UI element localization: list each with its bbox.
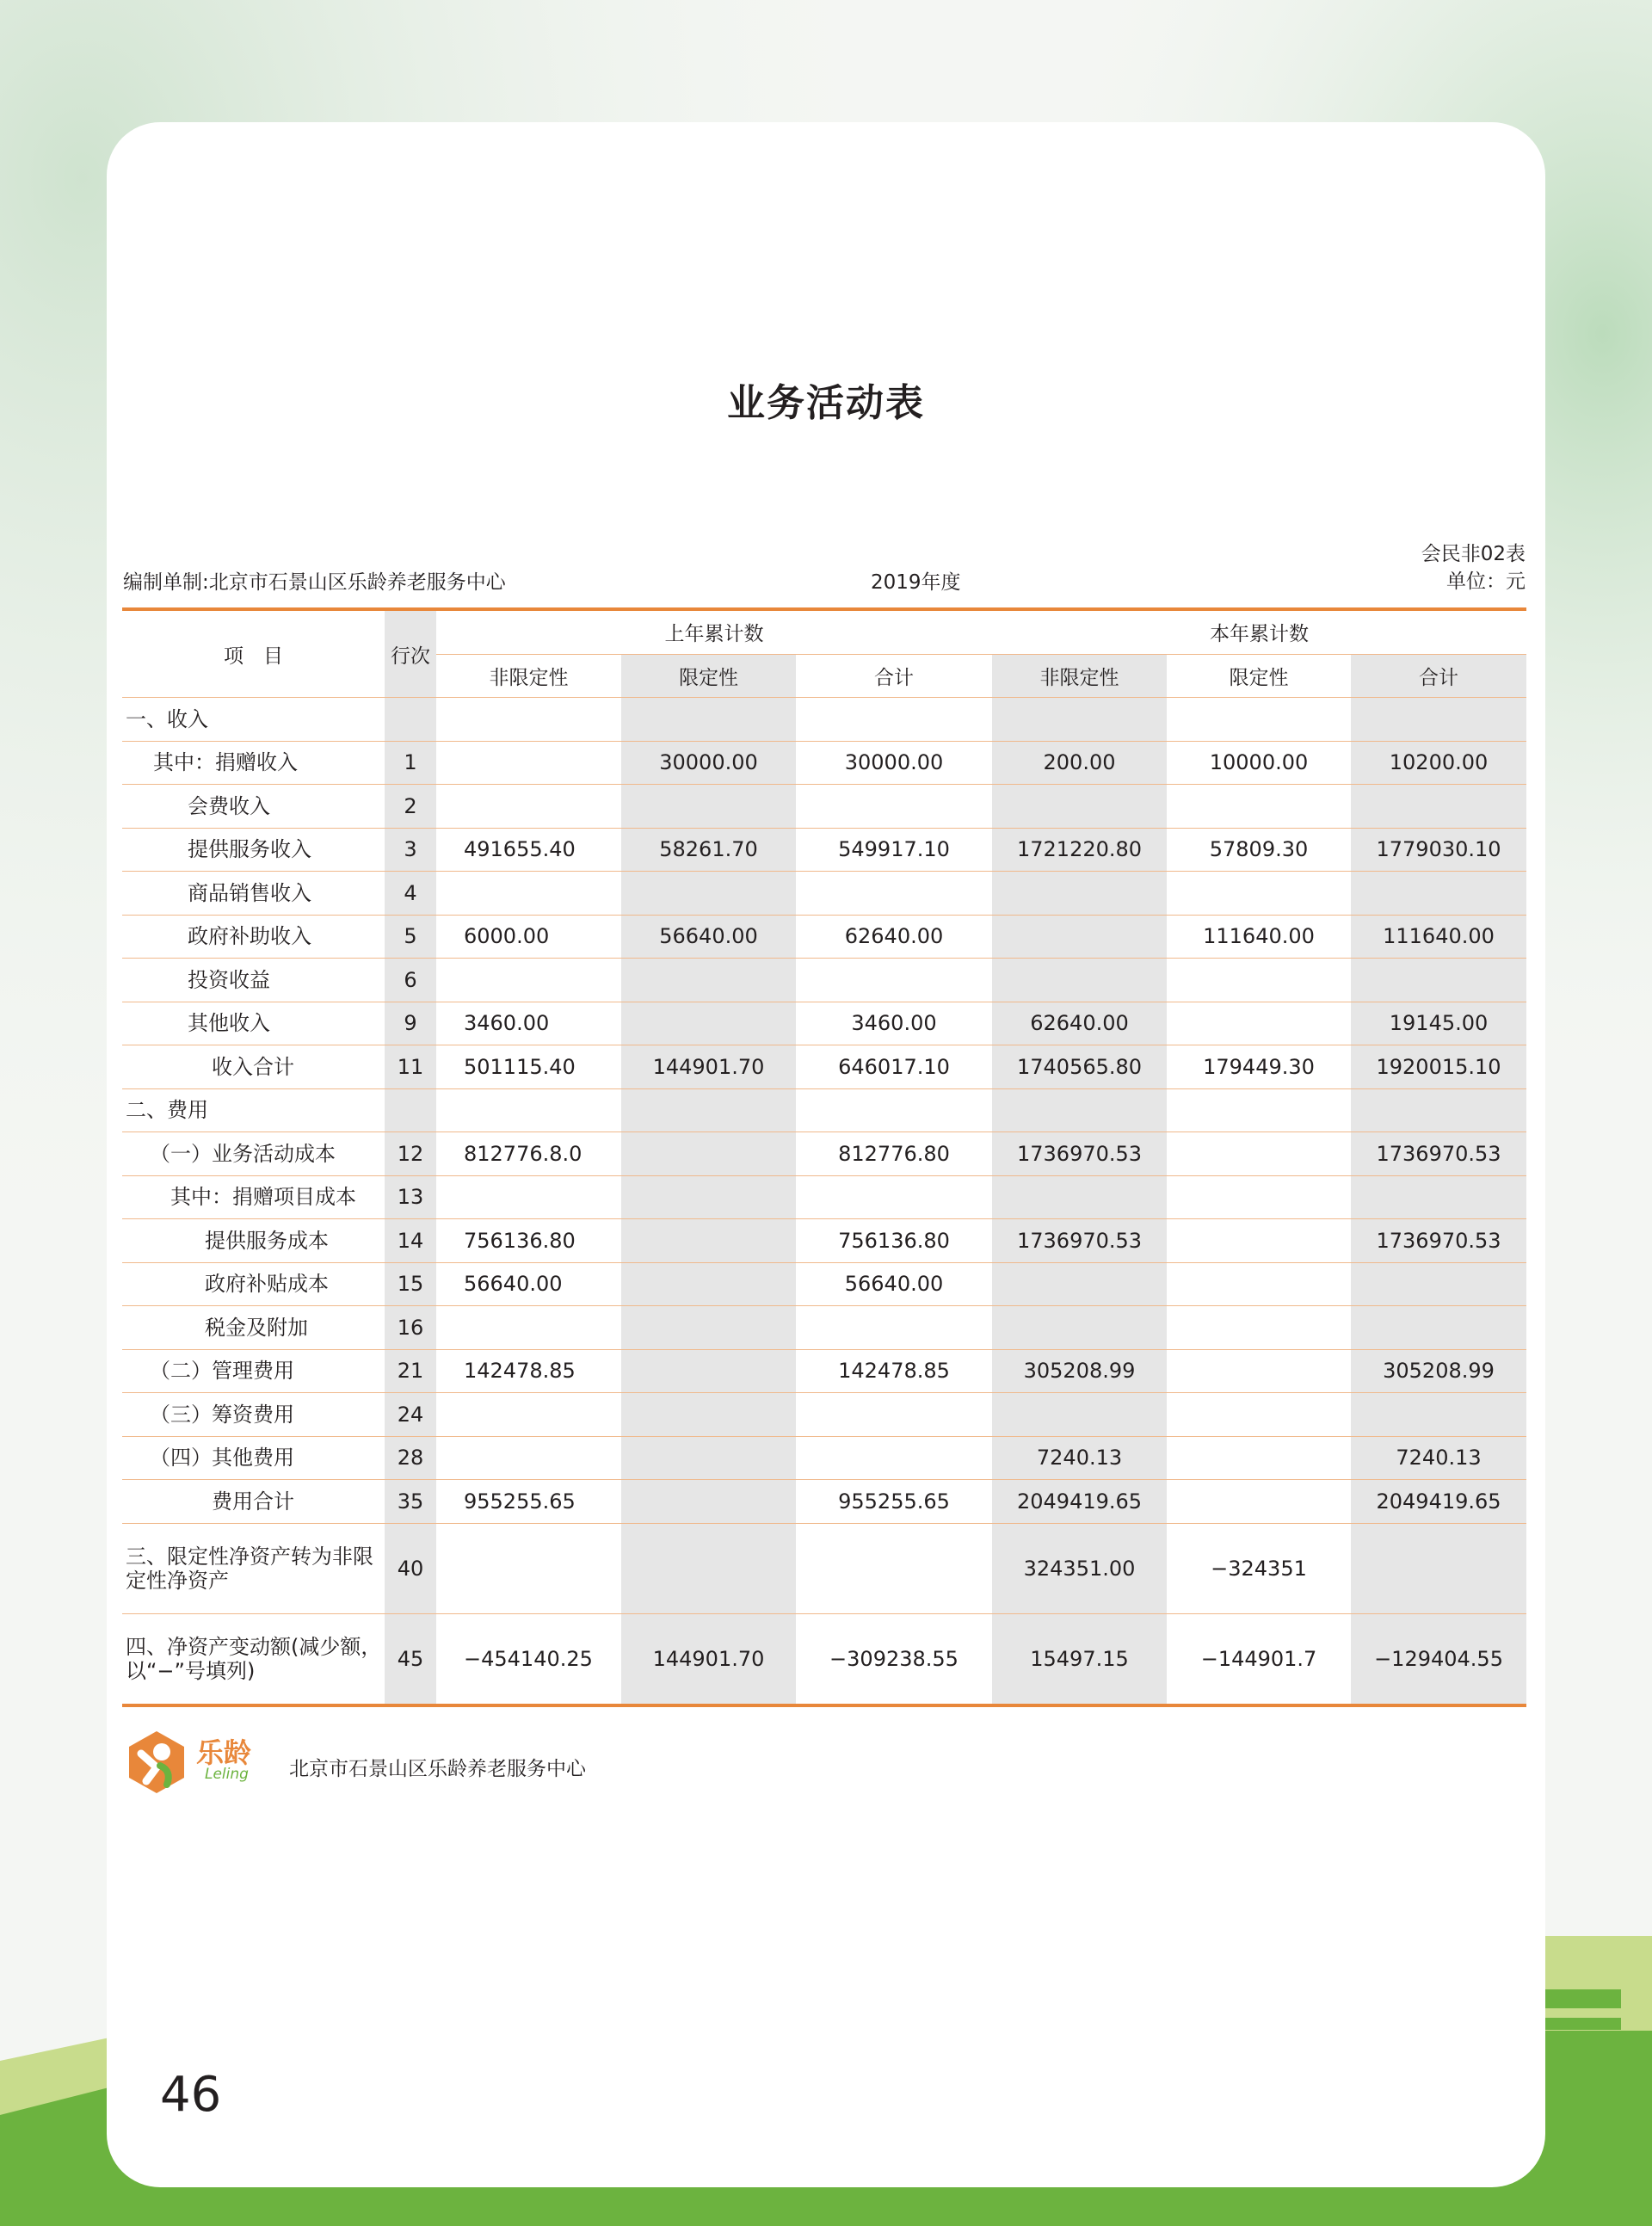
table-row (122, 1045, 1526, 1089)
row-value-cell (1167, 1349, 1351, 1393)
table-row (122, 1393, 1526, 1437)
table-row (122, 1175, 1526, 1219)
row-value-cell: 1736970.53 (992, 1132, 1167, 1176)
row-value-cell (621, 1306, 796, 1350)
row-value-cell (1351, 1262, 1526, 1306)
row-item-label: 其他收入 (122, 1002, 385, 1045)
col-header-curr-year: 本年累计数 (992, 609, 1526, 654)
table-row (122, 1523, 1526, 1613)
row-value-cell (1351, 1306, 1526, 1350)
row-value-cell (992, 1088, 1167, 1132)
col-header-line-no: 行次 (385, 609, 436, 698)
row-line-no: 21 (385, 1349, 436, 1393)
roof-block (1540, 2018, 1621, 2030)
table-row (122, 915, 1526, 959)
row-value-cell (1351, 698, 1526, 742)
row-value-cell (796, 1088, 992, 1132)
row-value-cell: 15497.15 (992, 1613, 1167, 1705)
row-item-label: 税金及附加 (122, 1306, 385, 1350)
row-value-cell: 57809.30 (1167, 828, 1351, 872)
row-value-cell (992, 915, 1167, 959)
row-value-cell (1167, 1262, 1351, 1306)
table-row (122, 1002, 1526, 1045)
table-row (122, 698, 1526, 742)
row-value-cell (621, 1523, 796, 1613)
row-item-label: 三、限定性净资产转为非限定性净资产 (122, 1523, 385, 1613)
row-value-cell: 10200.00 (1351, 741, 1526, 785)
row-value-cell (796, 785, 992, 829)
row-value-cell: 56640.00 (796, 1262, 992, 1306)
row-value-cell (436, 1523, 621, 1613)
row-value-cell (436, 1393, 621, 1437)
preparer-org: 编制单制:北京市石景山区乐龄养老服务中心 (123, 571, 506, 594)
page-title: 业务活动表 (727, 381, 925, 425)
row-item-label: 政府补助收入 (122, 915, 385, 959)
row-line-no: 1 (385, 741, 436, 785)
row-item-label: （三）筹资费用 (122, 1393, 385, 1437)
row-value-cell: 305208.99 (992, 1349, 1167, 1393)
row-value-cell (1167, 1480, 1351, 1524)
row-value-cell: −129404.55 (1351, 1613, 1526, 1705)
report-period: 2019年度 (871, 571, 961, 594)
row-value-cell: 491655.40 (436, 828, 621, 872)
row-line-no (385, 1088, 436, 1132)
row-value-cell: 1721220.80 (992, 828, 1167, 872)
row-value-cell (621, 1436, 796, 1480)
brand-name-cn: 乐龄 (196, 1736, 252, 1769)
table-row (122, 828, 1526, 872)
row-value-cell (1351, 872, 1526, 916)
row-value-cell (1167, 698, 1351, 742)
table-row (122, 1613, 1526, 1705)
row-value-cell: 62640.00 (796, 915, 992, 959)
row-value-cell (796, 1436, 992, 1480)
row-line-no: 3 (385, 828, 436, 872)
row-line-no: 35 (385, 1480, 436, 1524)
col-header-sub: 限定性 (1167, 654, 1351, 698)
row-value-cell (992, 1262, 1167, 1306)
row-line-no: 16 (385, 1306, 436, 1350)
row-value-cell (436, 872, 621, 916)
row-value-cell (1167, 959, 1351, 1002)
row-value-cell (621, 1219, 796, 1263)
col-header-sub: 非限定性 (436, 654, 621, 698)
row-value-cell (621, 872, 796, 916)
row-value-cell: 2049419.65 (1351, 1480, 1526, 1524)
table-row (122, 1132, 1526, 1176)
col-header-item: 项 目 (122, 609, 385, 698)
row-line-no: 9 (385, 1002, 436, 1045)
row-value-cell (796, 698, 992, 742)
row-item-label: 提供服务收入 (122, 828, 385, 872)
row-value-cell (1167, 1002, 1351, 1045)
row-item-label: 政府补贴成本 (122, 1262, 385, 1306)
row-value-cell (992, 698, 1167, 742)
row-value-cell (621, 1175, 796, 1219)
row-value-cell: 111640.00 (1167, 915, 1351, 959)
row-line-no: 2 (385, 785, 436, 829)
row-value-cell (436, 698, 621, 742)
table-row (122, 1306, 1526, 1350)
row-value-cell (992, 1175, 1167, 1219)
row-line-no: 24 (385, 1393, 436, 1437)
row-value-cell (621, 698, 796, 742)
row-line-no: 11 (385, 1045, 436, 1089)
row-value-cell: 10000.00 (1167, 741, 1351, 785)
row-value-cell (621, 785, 796, 829)
roof-block (1540, 1989, 1621, 2008)
form-number: 会民非02表 (1421, 543, 1526, 565)
row-item-label: 会费收入 (122, 785, 385, 829)
col-header-sub: 非限定性 (992, 654, 1167, 698)
row-item-label: 一、收入 (122, 698, 385, 742)
form-info (1421, 540, 1526, 595)
row-value-cell: 7240.13 (992, 1436, 1167, 1480)
row-value-cell: 19145.00 (1351, 1002, 1526, 1045)
row-value-cell (796, 1393, 992, 1437)
row-value-cell (1167, 1219, 1351, 1263)
row-value-cell: −324351 (1167, 1523, 1351, 1613)
activity-statement-table (122, 607, 1526, 1707)
row-line-no: 15 (385, 1262, 436, 1306)
row-value-cell: 144901.70 (621, 1045, 796, 1089)
row-value-cell: 3460.00 (796, 1002, 992, 1045)
row-value-cell (621, 1393, 796, 1437)
row-value-cell (992, 1393, 1167, 1437)
row-value-cell (436, 1436, 621, 1480)
row-value-cell: 955255.65 (796, 1480, 992, 1524)
row-value-cell (436, 1306, 621, 1350)
row-value-cell: 179449.30 (1167, 1045, 1351, 1089)
row-item-label: （四）其他费用 (122, 1436, 385, 1480)
row-value-cell (1351, 959, 1526, 1002)
row-value-cell (1167, 1132, 1351, 1176)
col-header-prev-year: 上年累计数 (436, 609, 992, 654)
row-value-cell: 1920015.10 (1351, 1045, 1526, 1089)
row-value-cell (436, 741, 621, 785)
row-line-no: 12 (385, 1132, 436, 1176)
row-item-label: 提供服务成本 (122, 1219, 385, 1263)
row-value-cell (992, 1306, 1167, 1350)
row-value-cell (796, 959, 992, 1002)
row-value-cell (1351, 1523, 1526, 1613)
col-header-sub: 合计 (796, 654, 992, 698)
row-value-cell (621, 959, 796, 1002)
row-value-cell: 30000.00 (621, 741, 796, 785)
table-row (122, 1088, 1526, 1132)
row-line-no: 45 (385, 1613, 436, 1705)
row-line-no: 5 (385, 915, 436, 959)
row-value-cell (621, 1002, 796, 1045)
col-header-sub: 合计 (1351, 654, 1526, 698)
page-number: 46 (160, 2067, 222, 2123)
table-row (122, 1480, 1526, 1524)
row-value-cell: 756136.80 (436, 1219, 621, 1263)
table-row (122, 1262, 1526, 1306)
row-value-cell: 756136.80 (796, 1219, 992, 1263)
row-item-label: 投资收益 (122, 959, 385, 1002)
row-line-no: 28 (385, 1436, 436, 1480)
row-line-no: 14 (385, 1219, 436, 1263)
col-header-sub: 限定性 (621, 654, 796, 698)
row-item-label: 二、费用 (122, 1088, 385, 1132)
table-row (122, 872, 1526, 916)
row-value-cell (621, 1262, 796, 1306)
row-item-label: （二）管理费用 (122, 1349, 385, 1393)
row-item-label: 商品销售收入 (122, 872, 385, 916)
currency-unit: 单位：元 (1446, 570, 1526, 593)
row-value-cell (621, 1349, 796, 1393)
row-value-cell (1167, 1088, 1351, 1132)
row-value-cell (1167, 872, 1351, 916)
row-item-label: 费用合计 (122, 1480, 385, 1524)
table-row (122, 1436, 1526, 1480)
row-value-cell: 142478.85 (436, 1349, 621, 1393)
row-value-cell (1167, 1306, 1351, 1350)
row-value-cell: 549917.10 (796, 828, 992, 872)
row-value-cell (796, 1306, 992, 1350)
row-value-cell (436, 785, 621, 829)
row-value-cell (436, 959, 621, 1002)
table-row (122, 785, 1526, 829)
row-line-no: 13 (385, 1175, 436, 1219)
row-value-cell (992, 872, 1167, 916)
row-value-cell: 3460.00 (436, 1002, 621, 1045)
row-value-cell (436, 1088, 621, 1132)
row-value-cell (436, 1175, 621, 1219)
row-value-cell: 6000.00 (436, 915, 621, 959)
row-value-cell (992, 959, 1167, 1002)
row-line-no (385, 698, 436, 742)
row-value-cell: 501115.40 (436, 1045, 621, 1089)
row-value-cell (992, 785, 1167, 829)
row-value-cell: 7240.13 (1351, 1436, 1526, 1480)
row-item-label: 收入合计 (122, 1045, 385, 1089)
row-value-cell (1351, 1175, 1526, 1219)
row-value-cell: 56640.00 (436, 1262, 621, 1306)
row-value-cell (796, 1175, 992, 1219)
row-value-cell: −144901.7 (1167, 1613, 1351, 1705)
row-value-cell (621, 1132, 796, 1176)
leling-logo-icon (122, 1728, 191, 1797)
row-value-cell (1167, 1436, 1351, 1480)
row-item-label: 四、净资产变动额(减少额，以“−”号填列) (122, 1613, 385, 1705)
row-value-cell (1351, 1088, 1526, 1132)
row-value-cell: 812776.8.0 (436, 1132, 621, 1176)
row-value-cell: 646017.10 (796, 1045, 992, 1089)
footer-org-name: 北京市石景山区乐龄养老服务中心 (289, 1758, 586, 1780)
row-value-cell: 30000.00 (796, 741, 992, 785)
row-value-cell: 1736970.53 (992, 1219, 1167, 1263)
row-value-cell: 305208.99 (1351, 1349, 1526, 1393)
row-value-cell (1167, 785, 1351, 829)
brand-name-en: Leling (205, 1766, 249, 1783)
row-value-cell: −309238.55 (796, 1613, 992, 1705)
row-value-cell: −454140.25 (436, 1613, 621, 1705)
row-value-cell (621, 1480, 796, 1524)
row-value-cell (621, 1088, 796, 1132)
chevron-left-icon (1308, 2069, 1480, 2130)
row-value-cell (1351, 1393, 1526, 1437)
row-value-cell: 144901.70 (621, 1613, 796, 1705)
row-line-no: 4 (385, 872, 436, 916)
row-item-label: （一）业务活动成本 (122, 1132, 385, 1176)
table-row (122, 959, 1526, 1002)
row-value-cell: 1779030.10 (1351, 828, 1526, 872)
table-row (122, 1219, 1526, 1263)
header-row-top (122, 609, 1526, 654)
row-value-cell: 1736970.53 (1351, 1132, 1526, 1176)
row-value-cell: 955255.65 (436, 1480, 621, 1524)
row-value-cell: 58261.70 (621, 828, 796, 872)
row-value-cell: 56640.00 (621, 915, 796, 959)
row-item-label: 其中：捐赠项目成本 (122, 1175, 385, 1219)
row-value-cell: 2049419.65 (992, 1480, 1167, 1524)
row-value-cell: 1736970.53 (1351, 1219, 1526, 1263)
table-row (122, 1349, 1526, 1393)
row-value-cell: 812776.80 (796, 1132, 992, 1176)
row-line-no: 6 (385, 959, 436, 1002)
row-value-cell (1167, 1393, 1351, 1437)
row-line-no: 40 (385, 1523, 436, 1613)
row-value-cell: 142478.85 (796, 1349, 992, 1393)
row-value-cell: 200.00 (992, 741, 1167, 785)
row-value-cell: 1740565.80 (992, 1045, 1167, 1089)
row-value-cell: 324351.00 (992, 1523, 1167, 1613)
row-value-cell (796, 872, 992, 916)
row-item-label: 其中：捐赠收入 (122, 741, 385, 785)
row-value-cell (1167, 1175, 1351, 1219)
row-value-cell (1351, 785, 1526, 829)
row-value-cell: 62640.00 (992, 1002, 1167, 1045)
table-row (122, 741, 1526, 785)
row-value-cell: 111640.00 (1351, 915, 1526, 959)
row-value-cell (796, 1523, 992, 1613)
